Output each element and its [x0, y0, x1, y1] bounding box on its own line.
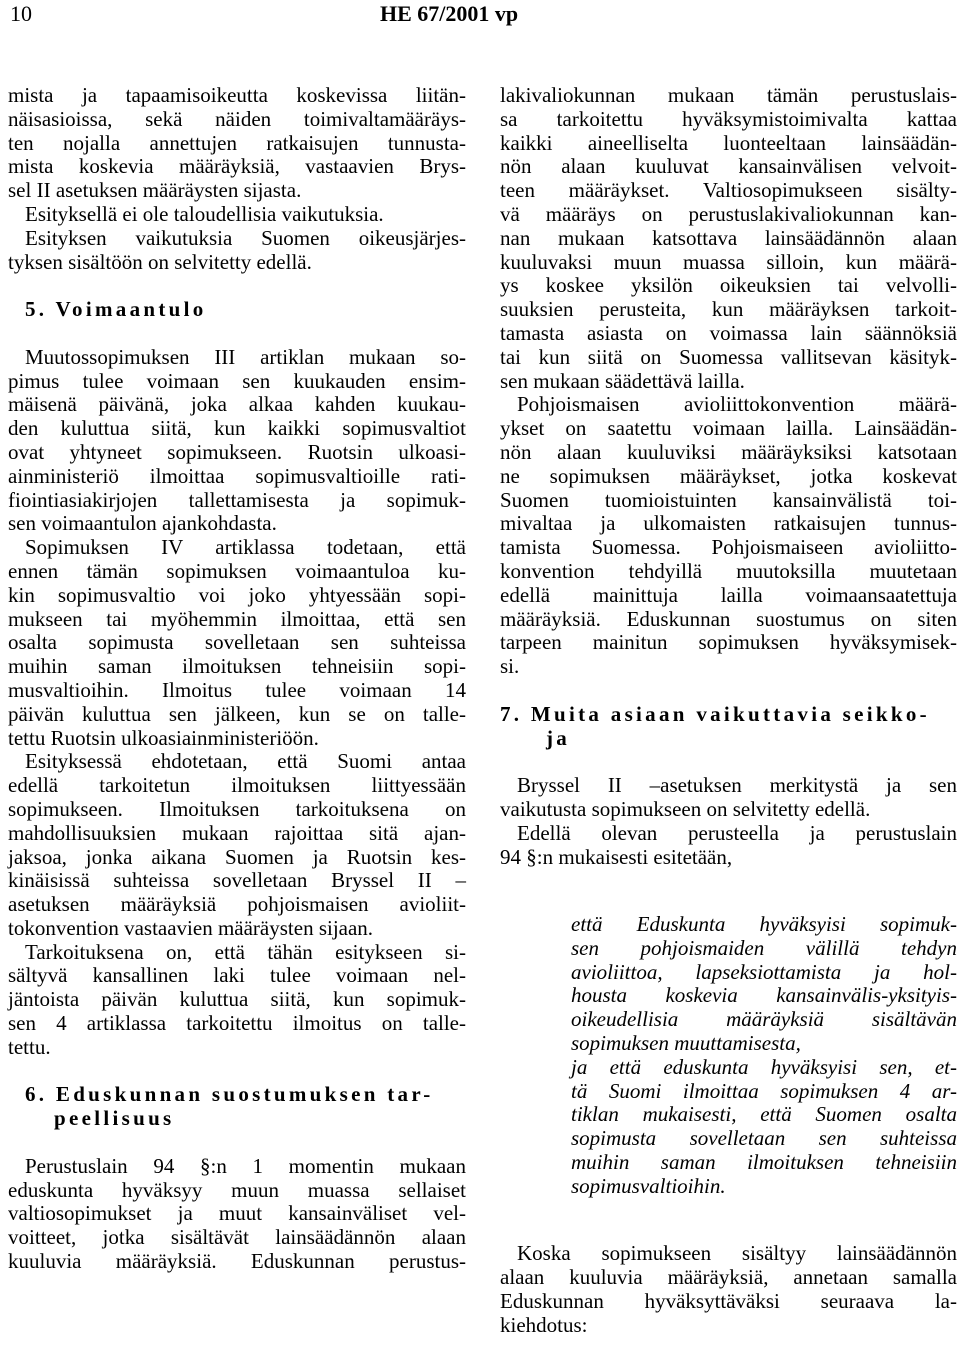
body-text-line: mivaltaa ja ulkomaisten ratkaisujen tunnus-	[500, 511, 957, 536]
paragraph-spacer	[500, 750, 957, 774]
body-text-line: Perustuslain 94 §:n 1 momentin mukaan	[25, 1153, 466, 1178]
body-text-line: näisasioissa, sekä näiden toimivaltamääräys-	[8, 106, 466, 131]
body-text-line: vaikutusta sopimukseen on selvitetty edellä.	[500, 796, 871, 821]
body-text-line: Esityksellä ei ole taloudellisia vaikutuksia.	[25, 201, 384, 226]
motion-text-line: sopimuksen muuttamisesta,	[571, 1031, 801, 1056]
body-text-line: tamista Suomessa. Pohjoismaiseen avioliitto-	[500, 535, 957, 560]
body-text-line: mäisenä päivänä, joka alkaa kahden kuukau-	[8, 392, 466, 417]
body-text-line: tai kun siitä on Suomessa vallitsevan käsityk-	[500, 344, 957, 369]
body-text-line: kuuluvia määräyksiä. Eduskunnan perustus-	[8, 1249, 466, 1274]
body-text-line: suuksien perusteita, kun määräyksen tarkoit-	[500, 297, 957, 322]
paragraph-spacer	[8, 1131, 466, 1155]
right-column	[500, 84, 957, 1338]
body-text-line: tarpeen mainitun sopimuksen hyväksymisek-	[500, 630, 957, 655]
body-text-line: sen 4 artiklassa tarkoitettu ilmoitus on talle-	[8, 1011, 466, 1036]
body-text-line: tokonvention vastaavien määräysten sijaan.	[8, 915, 374, 940]
motion-text-line: tiklan mukaisesti, että Suomen osalta	[571, 1102, 957, 1127]
body-text-line: kinäisissä suhteissa sovelletaan Bryssel II –	[8, 868, 466, 893]
body-text-line: tamasta asiasta on voimassa lain säännöksiä	[500, 320, 957, 345]
section-heading: 5. Voimaantulo	[25, 297, 207, 322]
paragraph-spacer	[8, 322, 466, 346]
body-text-line: Bryssel II –asetuksen merkitystä ja sen	[517, 773, 957, 798]
body-text-line: Esityksen vaikutuksia Suomen oikeusjärjes-	[25, 225, 466, 250]
body-text-line: den kuluttua siitä, kun kaikki sopimusvaltiot	[8, 416, 466, 441]
motion-text-line: sen pohjoismaiden välillä tehdyn	[571, 935, 957, 960]
body-text-line: 94 §:n mukaisesti esitetään,	[500, 844, 733, 869]
body-text-line: mahdollisuuksien mukaan rajoittaa sitä ajan-	[8, 820, 466, 845]
body-text-line: tettu.	[8, 1034, 51, 1059]
body-text-line: ys koskee yksilön oikeuksien tai velvolli-	[500, 273, 957, 298]
body-text-line: sen voimaantulon ajankohdasta.	[8, 511, 277, 536]
body-text-line: nan mukaan katsottava lainsäädännön alaan	[500, 225, 957, 250]
paragraph-spacer	[500, 1222, 957, 1242]
body-text-line: eduskunta hyväksyy muun muassa sellaiset	[8, 1177, 466, 1202]
left-column	[8, 84, 466, 1274]
body-text-line: ainministeriö ilmoittaa sopimusvaltioille rati-	[8, 463, 466, 488]
body-text-line: mista ja tapaamisoikeutta koskevissa liitän-	[8, 83, 466, 107]
body-text-line: ykset on saatettu voimaan lailla. Lainsäädän-	[500, 416, 957, 441]
section-heading: 7. Muita asiaan vaikuttavia seikko-	[500, 701, 930, 726]
motion-text-line: ja että eduskunta hyväksyisi sen, et-	[571, 1054, 957, 1079]
body-text-line: si.	[500, 654, 520, 679]
page-number: 10	[10, 1, 32, 26]
motion-text-line: sopimusvaltioihin.	[571, 1173, 726, 1198]
motion-text-line: avioliittoa, lapseksiottamista ja hol-	[571, 959, 957, 984]
body-text-line: jäntoista päivän kuluttua siitä, kun sopimuk-	[8, 987, 466, 1012]
body-text-line: kiehdotus:	[500, 1312, 588, 1337]
body-text-line: ne sopimuksen määräykset, jotka koskevat	[500, 463, 957, 488]
body-text-line: Muutossopimuksen III artiklan mukaan so-	[25, 344, 466, 369]
motion-text-line: muihin saman ilmoituksen tehneisiin	[571, 1150, 957, 1175]
body-text-line: tyksen sisältöön on selvitetty edellä.	[8, 249, 312, 274]
paragraph-spacer	[500, 869, 957, 893]
section-heading: 6. Eduskunnan suostumuksen tar-	[25, 1082, 434, 1107]
body-text-line: mukseen tai myöhemmin ilmoittaa, että sen	[8, 606, 466, 631]
body-text-line: Koska sopimukseen sisältyy lainsäädännön	[517, 1241, 957, 1266]
motion-text-line: housta koskevia kansainvälis-yksityis-	[571, 983, 957, 1008]
body-text-line: musvaltioihin. Ilmoitus tulee voimaan 14	[8, 677, 466, 702]
motion-text-line: tä Suomi ilmoittaa sopimuksen 4 ar-	[571, 1078, 957, 1103]
body-text-line: ten nojalla annettujen ratkaisujen tunnusta-	[8, 130, 466, 155]
paragraph-spacer	[8, 1060, 466, 1084]
body-text-line: edellä mainittuja lailla voimaansaatettuja	[500, 582, 957, 607]
body-text-line: Tarkoituksena on, että tähän esitykseen si-	[25, 939, 466, 964]
body-text-line: Suomen tuomioistuinten kansainvälistä toi-	[500, 487, 957, 512]
body-text-line: teen määräykset. Valtiosopimukseen sisälty-	[500, 178, 957, 203]
body-text-line: konvention tehdyillä muutoksilla muutetaan	[500, 558, 957, 583]
body-text-line: asetuksen määräyksiä pohjoismaisen avioliit-	[8, 892, 466, 917]
body-text-line: päivän kuluttua sen jälkeen, kun se on talle-	[8, 701, 466, 726]
section-heading: ja	[546, 725, 571, 750]
body-text-line: jaksoa, jonka aikana Suomen ja Ruotsin kes-	[8, 844, 466, 869]
body-text-line: alaan kuuluvia määräyksiä, annetaan samalla	[500, 1265, 957, 1290]
body-text-line: nön alaan kuuluvat kansainvälisen velvoit-	[500, 154, 957, 179]
body-text-line: ovat yhtyneet sopimukseen. Ruotsin ulkoasi-	[8, 439, 466, 464]
body-text-line: valtiosopimukset ja muut kansainväliset vel-	[8, 1201, 466, 1226]
body-text-line: kaikki aineelliselta luonteeltaan lainsäädän-	[500, 130, 957, 155]
motion-text-line: että Eduskunta hyväksyisi sopimuk-	[571, 912, 957, 937]
motion-text-line: oikeudellisia määräyksiä sisältävän	[571, 1007, 957, 1032]
body-text-line: sa tarkoitettu hyväksymistoimivalta kattaa	[500, 106, 957, 131]
body-text-line: Esityksessä ehdotetaan, että Suomi antaa	[25, 749, 466, 774]
paragraph-spacer	[500, 679, 957, 703]
body-text-line: pimus tulee voimaan sen kuukauden ensim-	[8, 368, 466, 393]
body-text-line: Eduskunnan hyväksyttäväksi seuraava la-	[500, 1289, 957, 1314]
paragraph-spacer	[8, 274, 466, 298]
body-text-line: nön alaan kuuluviksi määräyksiksi katsotaan	[500, 439, 957, 464]
body-text-line: sel II asetuksen määräysten sijasta.	[8, 178, 302, 203]
body-text-line: fiointiasiakirjojen tallettamisesta ja sopimuk-	[8, 487, 466, 512]
body-text-line: edellä tarkoitetun ilmoituksen liittyessään	[8, 773, 466, 798]
body-text-line: Edellä olevan perusteella ja perustuslain	[517, 820, 957, 845]
paragraph-spacer	[500, 1199, 957, 1223]
body-text-line: kuuluvaksi muun muassa silloin, kun määrä-	[500, 249, 957, 274]
section-heading: peellisuus	[54, 1106, 175, 1131]
paragraph-spacer	[500, 893, 957, 913]
body-text-line: sältyvä kansallinen laki tulee voimaan nel-	[8, 963, 466, 988]
body-text-line: lakivaliokunnan mukaan tämän perustuslais-	[500, 83, 957, 107]
motion-text-line: sopimusta sovelletaan sen suhteissa	[571, 1126, 957, 1151]
body-text-line: Sopimuksen IV artiklassa todetaan, että	[25, 535, 466, 560]
body-text-line: ennen tämän sopimuksen voimaantuloa ku-	[8, 558, 466, 583]
body-text-line: mista koskevia määräyksiä, vastaavien Brys-	[8, 154, 466, 179]
document-id: HE 67/2001 vp	[380, 1, 519, 26]
body-text-line: voitteet, jotka sisältävät lainsäädännön alaan	[8, 1225, 466, 1250]
body-text-line: määräyksiä. Eduskunnan suostumus on siten	[500, 606, 957, 631]
body-text-line: vä määräys on perustuslakivaliokunnan kan-	[500, 201, 957, 226]
body-text-line: tettu Ruotsin ulkoasiainministeriöön.	[8, 725, 319, 750]
body-text-line: osalta sopimusta sovelletaan sen suhteissa	[8, 630, 466, 655]
body-text-line: sopimukseen. Ilmoituksen tarkoituksena on	[8, 796, 466, 821]
body-text-line: kin sopimusvaltio voi joko yhtyessään sopi-	[8, 582, 466, 607]
body-text-line: muihin saman ilmoituksen tehneisiin sopi-	[8, 654, 466, 679]
body-text-line: sen mukaan säädettävä lailla.	[500, 368, 745, 393]
body-text-line: Pohjoismaisen avioliittokonvention määrä-	[517, 392, 957, 417]
